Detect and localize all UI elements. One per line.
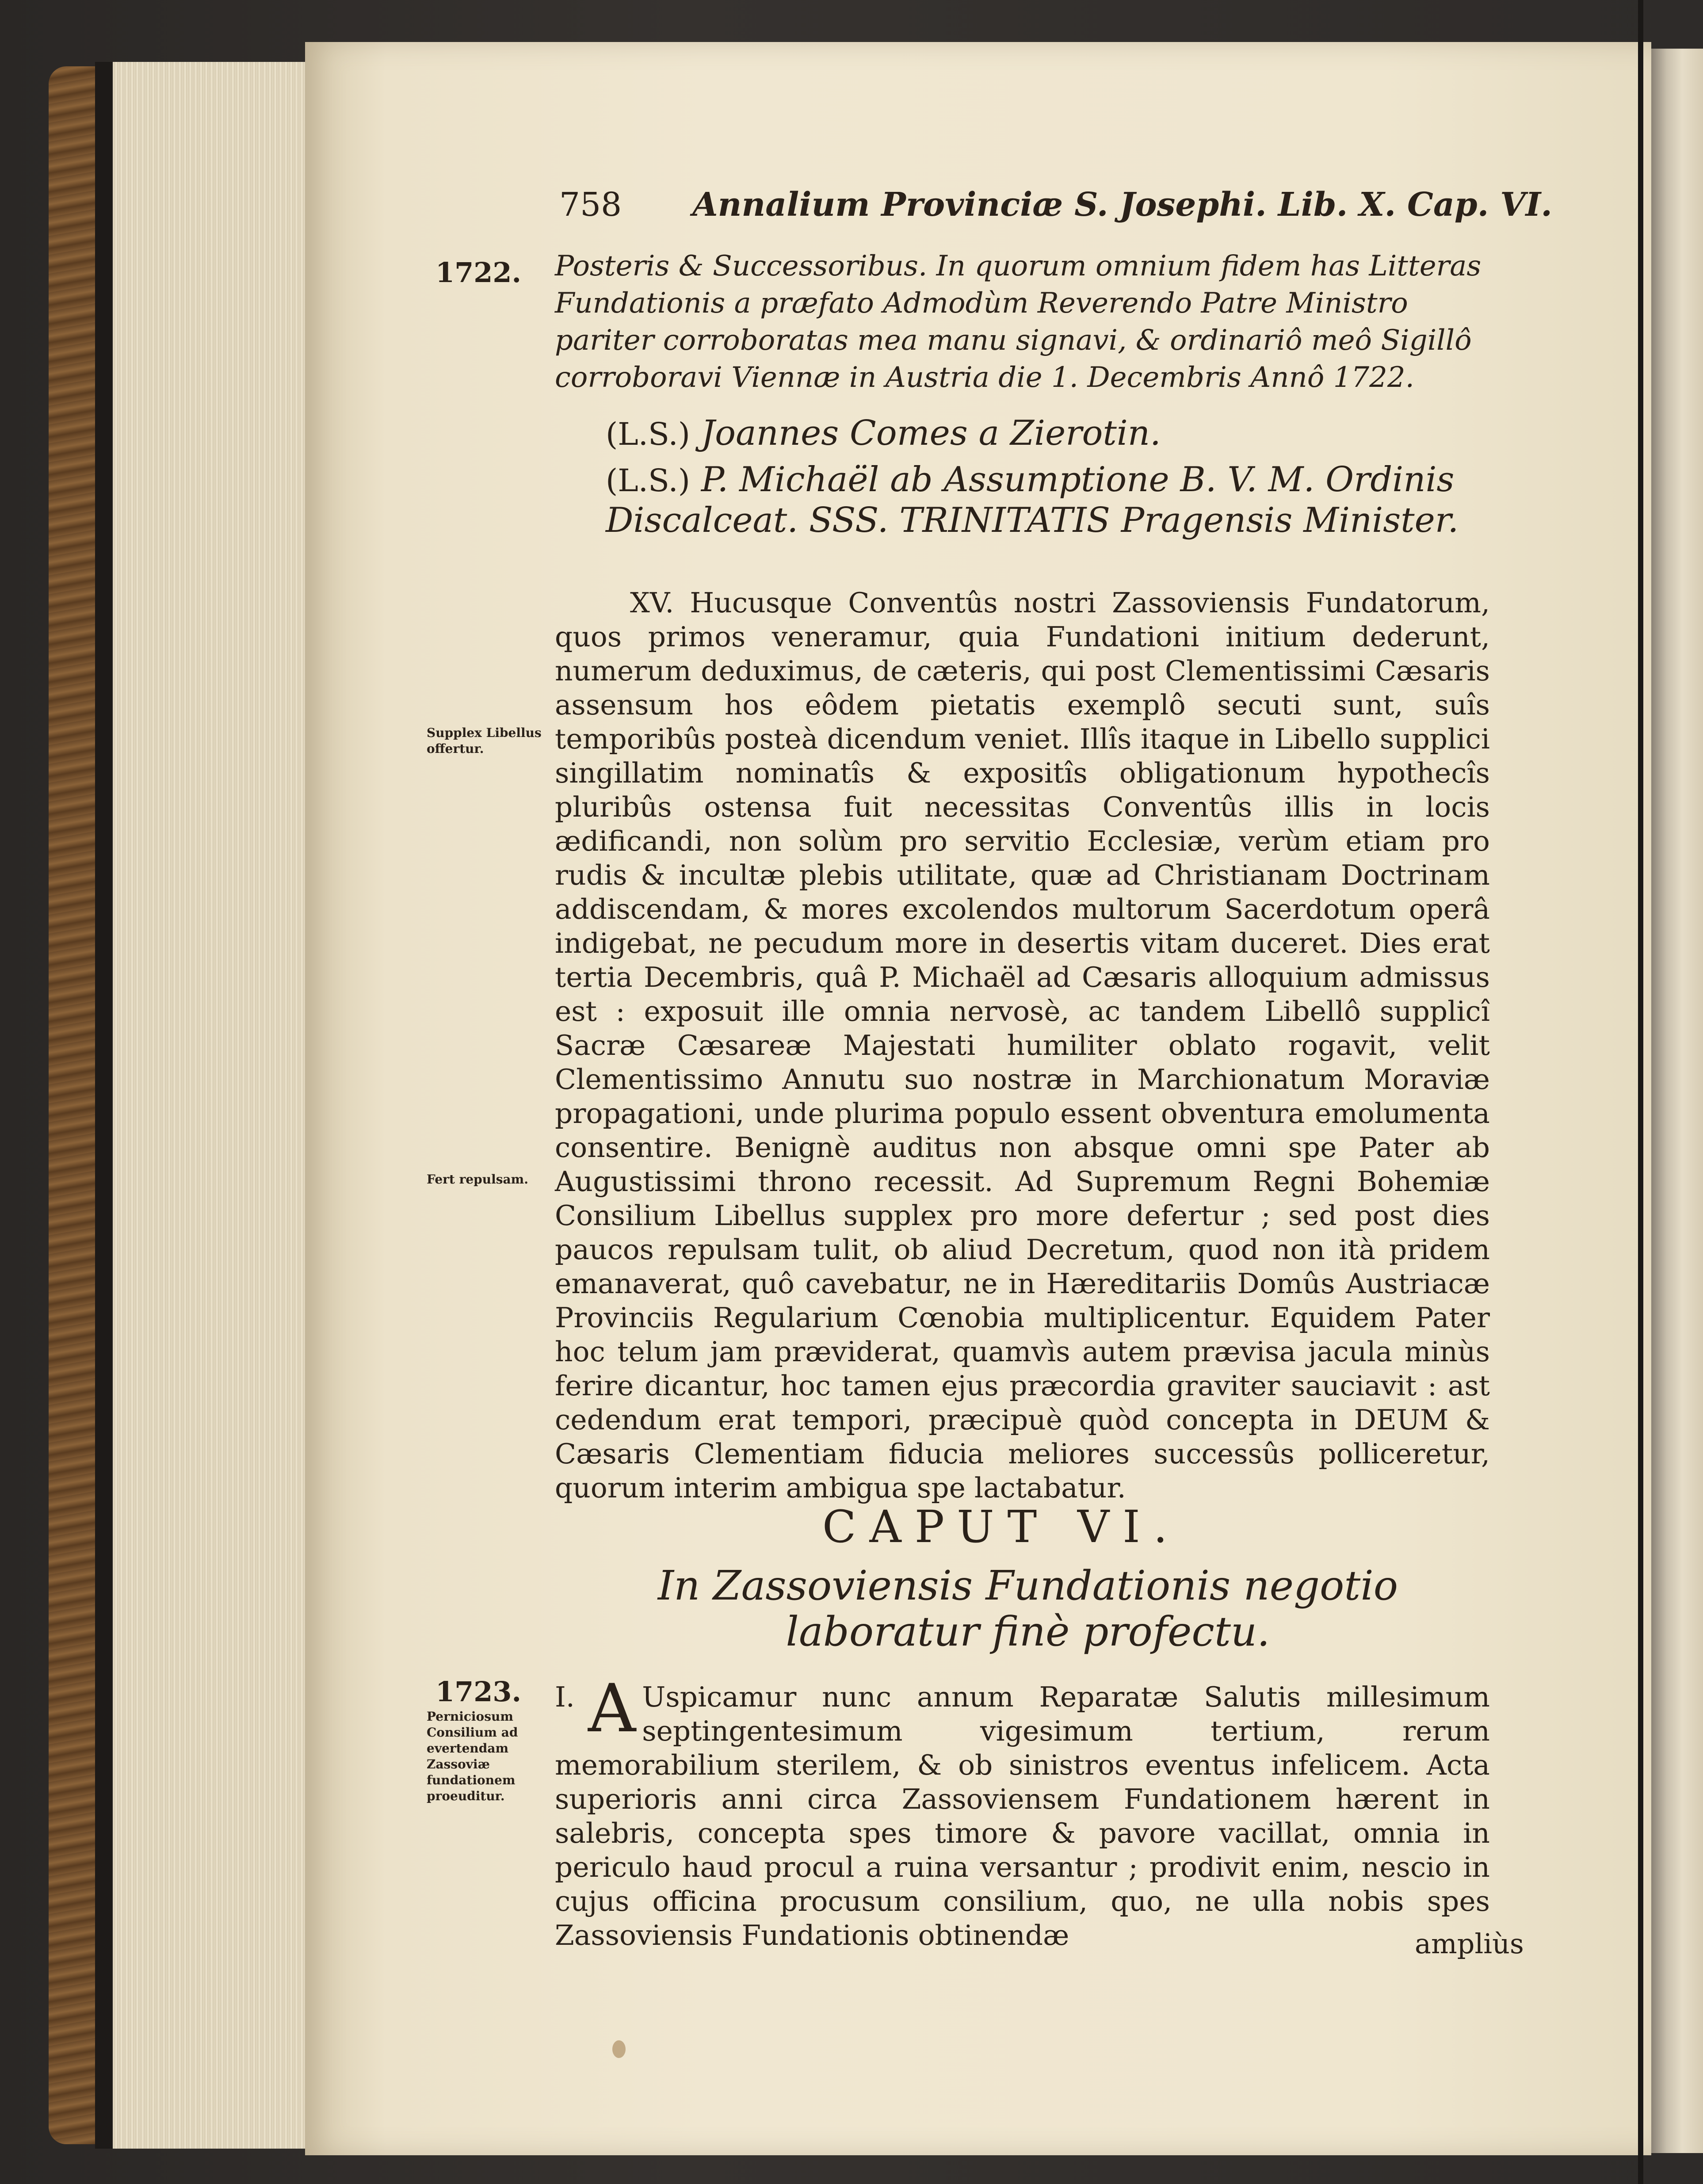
year-marker: 1723. <box>435 1676 522 1708</box>
section-xv-paragraph: XV. Hucusque Conventûs nostri Zassoviensis Fundatorum, quos primos veneramur, quia Fundationi initium dederunt, numerum deduximus, de cæteris, qui post Clementissimi Cæsaris assensum hos eôdem pietatis exemplô secuti sunt, suîs temporibûs posteà dicendum veniet. Illîs itaque in Libello supplici singillatim nominatîs & expositîs obligationum hypothecîs pluribûs ostensa fuit necessitas Conventûs illis in locis ædificandi, non solùm pro servitio Ecclesiæ, verùm etiam pro rudis & incultæ plebis utilitate, quæ ad Christianam Doctrinam addiscendam, & mores excolendos multorum Sacerdotum operâ indigebat, ne pecudum more in desertis vitam duceret. Dies erat tertia Decembris, quâ P. Michaël ad Cæsaris alloquium admissus est : exposuit ille omnia nervosè, ac tandem Libellô supplicî Sacræ Cæsareæ Majestati humiliter oblato rogavit, velit Clementissimo Annutu suo nostræ in Marchionatum Moraviæ propagationi, unde plurima populo essent obventura emolumenta consentire. Benignè auditus non absque omni spe Pater ab Augustissimi throno recessit. Ad Supremum Regni Bohemiæ Consilium Libellus supplex pro more defertur ; sed post dies paucos repulsam tulit, ob aliud Decretum, quod non ità pridem emanaverat, quô cavebatur, ne in Hæreditariis Domûs Austriacæ Provinciis Regularium Cœnobia multiplicentur. Equidem Pater hoc telum jam præviderat, quamvìs autem prævisa jacula minùs ferire dicantur, hoc tamen ejus præcordia graviter sauciavit : ast cedendum erat tempori, præcipuè quòd concepta in DEUM & Cæsaris Clementiam fiducia meliores successûs polliceretur, quorum interim ambigua spe lactabatur. <box>555 587 1490 1504</box>
seal-mark: (L.S.) <box>606 462 691 499</box>
ink-stain <box>612 2040 626 2058</box>
signatory-name: P. Michaël ab Assumptione B. V. M. Ordinis Discalceat. SSS. TRINITATIS Pragensis Minister. <box>606 460 1459 540</box>
margin-note: Supplex Libellus offertur. <box>427 725 542 756</box>
signature-1 <box>606 413 1499 454</box>
section-number: I. <box>555 1681 575 1713</box>
gutter-shadow <box>1638 0 1643 2184</box>
margin-note: Perniciosum Consilium ad evertendam Zassoviæ fundationem proeuditur. <box>427 1709 518 1803</box>
catchword: ampliùs <box>1415 1928 1524 1960</box>
year-marker: 1722. <box>435 256 522 289</box>
chapter-subtitle: In Zassoviensis Fundationis negotio laboratur finè profectu. <box>657 1562 1398 1655</box>
chapter-heading: CAPUT VI. <box>822 1501 1181 1553</box>
book-spine <box>49 66 102 2144</box>
section-i-text: Uspicamur nunc annum Reparatæ Salutis millesimum septingentesimum vigesimum tertium, rerum memorabilium sterilem, & ob sinistros eventus infelicem. Acta superioris anni circa Zassoviensem Fundationem hærent in salebris, concepta spes timore & pavore vacillat, omnia in periculo haud procul a ruina versantur ; prodivit enim, nescio in cujus officina procusum consilium, quo, ne ulla nobis spes Zassoviensis Fundationis obtinendæ <box>555 1681 1490 1951</box>
seal-mark: (L.S.) <box>606 416 691 452</box>
signature-2 <box>606 460 1490 540</box>
running-title: Annalium Provinciæ S. Josephi. Lib. X. Cap. VI. <box>692 186 1552 224</box>
facing-page-edge <box>1651 49 1703 2153</box>
margin-note: Fert repulsam. <box>427 1172 529 1187</box>
section-i-paragraph <box>555 1670 1490 1952</box>
signatory-name: Joannes Comes a Zierotin. <box>701 413 1161 453</box>
drop-cap: A <box>588 1670 636 1747</box>
page-number: 758 <box>559 186 622 224</box>
running-header <box>559 186 1552 224</box>
page-stack <box>113 62 312 2149</box>
opening-paragraph: Posteris & Successoribus. In quorum omnium fidem has Litteras Fundationis a præfato Admodùm Reverendo Patre Ministro pariter corroboratas mea manu signavi, & ordinariô meô Sigillô corroboravi Viennæ in Austria die 1. Decembris Annô 1722. <box>555 250 1482 394</box>
